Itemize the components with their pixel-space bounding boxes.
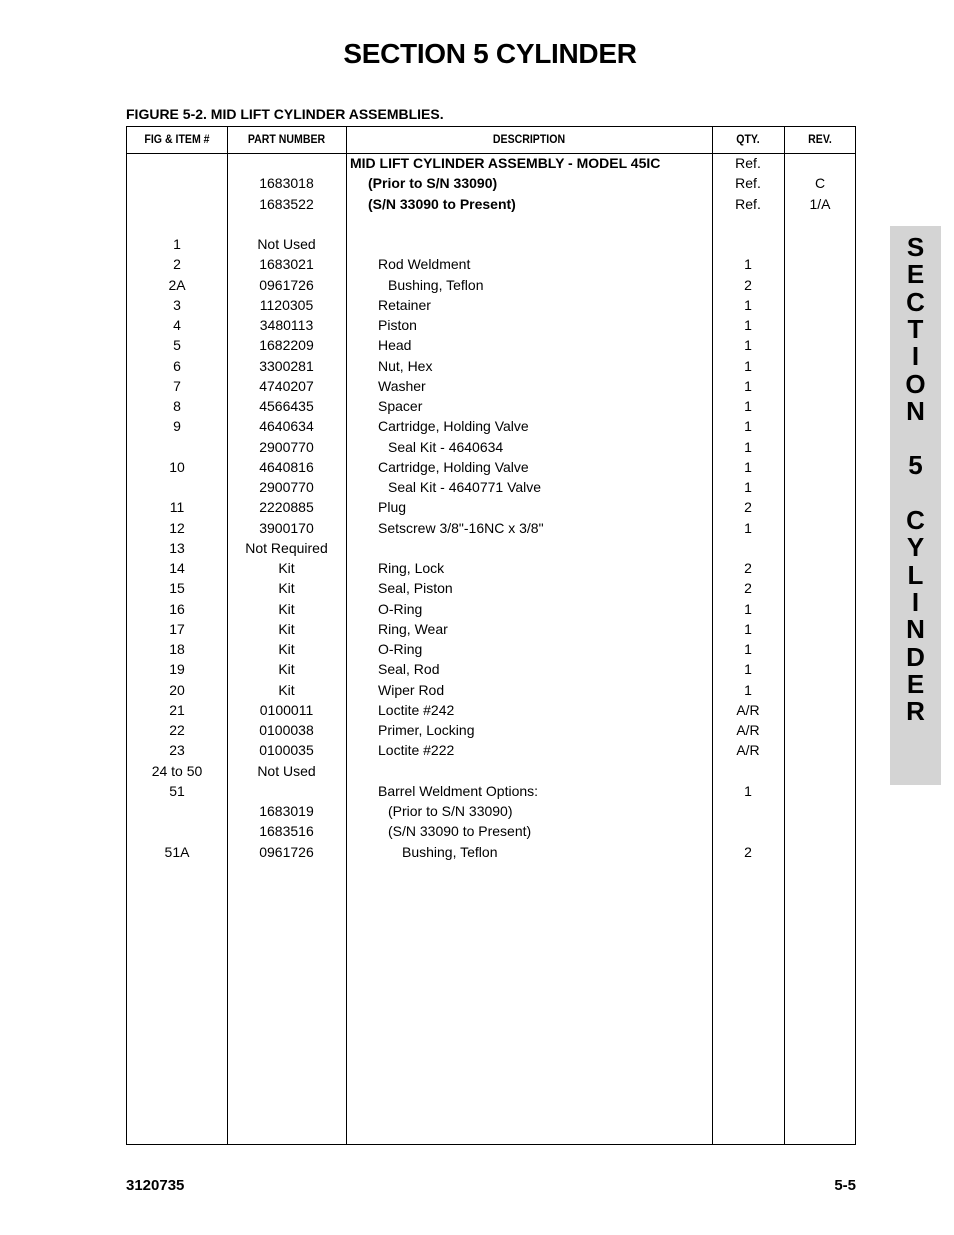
fig-item-cell: 6 <box>173 357 181 374</box>
rev-cell <box>784 497 856 517</box>
part-number-cell: 0961726 <box>259 843 314 860</box>
table-row <box>127 801 855 821</box>
qty-cell <box>712 821 784 841</box>
rev-cell <box>784 153 856 173</box>
rev-cell <box>784 416 856 436</box>
fig-item-cell <box>127 194 227 214</box>
qty-cell: 1 <box>744 782 752 799</box>
fig-item-cell: 11 <box>169 499 185 516</box>
rev-cell <box>784 680 856 700</box>
description-cell <box>350 538 710 558</box>
rev-cell <box>784 558 856 578</box>
fig-item-cell: 18 <box>169 641 185 657</box>
rev-cell <box>784 538 856 558</box>
description-cell: (Prior to S/N 33090) <box>388 803 513 819</box>
description-cell: Seal, Rod <box>378 661 440 678</box>
table-row <box>127 740 855 760</box>
part-number-cell <box>227 781 346 801</box>
qty-cell: 1 <box>744 377 752 394</box>
qty-cell: Ref. <box>735 155 761 171</box>
header-part-number: PART NUMBER <box>247 132 326 146</box>
table-row <box>127 477 855 497</box>
part-number-cell: 3300281 <box>259 357 314 374</box>
description-cell: Spacer <box>378 398 423 414</box>
fig-item-cell: 13 <box>169 539 185 556</box>
rev-cell <box>784 619 856 639</box>
fig-item-cell: 12 <box>169 519 185 536</box>
part-number-cell: 1683516 <box>259 823 314 840</box>
description-cell: Washer <box>378 377 426 394</box>
table-row <box>127 639 855 659</box>
qty-cell: 1 <box>744 641 752 657</box>
part-number-cell: 1120305 <box>259 296 314 313</box>
qty-cell: A/R <box>736 742 760 759</box>
fig-item-cell: 51 <box>169 782 185 799</box>
fig-item-cell: 3 <box>173 296 181 313</box>
rev-cell <box>784 214 856 234</box>
qty-cell: 1 <box>744 357 752 374</box>
qty-cell <box>712 538 784 558</box>
part-number-cell <box>227 153 346 173</box>
table-row <box>127 437 855 457</box>
part-number-cell: 4740207 <box>259 377 314 394</box>
description-cell: Seal, Piston <box>378 580 453 597</box>
page-title: SECTION 5 CYLINDER <box>343 38 637 69</box>
table-row <box>127 356 855 376</box>
side-tab-letter: O <box>905 368 926 399</box>
description-cell: Primer, Locking <box>378 722 475 738</box>
part-number-cell: 0961726 <box>259 276 314 293</box>
table-row <box>127 578 855 598</box>
description-cell: Barrel Weldment Options: <box>378 782 539 799</box>
description-cell <box>350 761 710 781</box>
qty-cell: 2 <box>744 499 752 516</box>
qty-cell: 2 <box>744 843 752 860</box>
side-tab-letter: E <box>906 668 925 699</box>
description-cell: (S/N 33090 to Present) <box>368 195 516 212</box>
fig-item-cell: 51A <box>164 843 190 860</box>
qty-cell <box>712 234 784 254</box>
rev-cell <box>784 740 856 760</box>
rev-cell <box>784 457 856 477</box>
side-tab-letter: T <box>907 313 924 344</box>
table-row <box>127 416 855 436</box>
fig-item-cell <box>127 153 227 173</box>
part-number-cell: Kit <box>278 580 295 597</box>
fig-item-cell: 20 <box>169 681 185 698</box>
qty-cell: 1 <box>744 256 752 273</box>
table-row <box>127 153 855 173</box>
rev-cell <box>784 275 856 295</box>
part-number-cell: Kit <box>278 641 295 657</box>
table-row <box>127 396 855 416</box>
qty-cell <box>712 801 784 821</box>
fig-item-cell: 8 <box>173 398 181 414</box>
figure-caption: FIGURE 5-2. MID LIFT CYLINDER ASSEMBLIES. <box>126 106 444 122</box>
description-cell: Piston <box>378 317 417 333</box>
description-cell: Bushing, Teflon <box>402 843 498 860</box>
fig-item-cell: 4 <box>173 317 181 333</box>
table-row <box>127 619 855 639</box>
description-cell: Rod Weldment <box>378 256 471 273</box>
table-row <box>127 295 855 315</box>
rev-cell <box>784 295 856 315</box>
description-cell: Ring, Wear <box>378 620 448 637</box>
qty-cell: 2 <box>744 276 752 293</box>
rev-cell <box>784 437 856 457</box>
description-cell: Loctite #242 <box>378 701 455 718</box>
qty-cell: 1 <box>744 620 752 637</box>
fig-item-cell: 21 <box>169 701 185 718</box>
qty-cell: 1 <box>744 479 752 495</box>
part-number-cell: 1683522 <box>259 195 314 212</box>
description-cell: MID LIFT CYLINDER ASSEMBLY - MODEL 45IC <box>350 155 661 171</box>
qty-cell: 1 <box>744 681 752 698</box>
part-number-cell: Kit <box>278 661 295 678</box>
rev-cell <box>784 356 856 376</box>
rev-cell <box>784 335 856 355</box>
table-row <box>127 234 855 254</box>
qty-cell: 1 <box>744 600 752 617</box>
description-cell: Bushing, Teflon <box>388 276 484 293</box>
fig-item-cell: 1 <box>173 236 181 252</box>
qty-cell: 1 <box>744 317 752 333</box>
rev-cell <box>784 781 856 801</box>
description-cell: Retainer <box>378 296 431 313</box>
rev-cell <box>784 761 856 781</box>
part-number-cell: 1683021 <box>259 256 314 273</box>
rev-cell <box>784 842 856 862</box>
side-tab-letter: 5 <box>908 450 923 481</box>
fig-item-cell <box>127 477 227 497</box>
part-number-cell: 1682209 <box>259 337 314 354</box>
fig-item-cell: 15 <box>169 580 185 597</box>
fig-item-cell: 2A <box>168 276 186 293</box>
table-row <box>127 497 855 517</box>
description-cell: Seal Kit - 4640771 Valve <box>388 479 542 495</box>
fig-item-cell <box>127 173 227 193</box>
table-row <box>127 781 855 801</box>
side-tab-letter: E <box>906 259 925 290</box>
part-number-cell: 4566435 <box>259 398 314 414</box>
table-row <box>127 700 855 720</box>
description-cell: Cartridge, Holding Valve <box>378 458 529 475</box>
description-cell: Ring, Lock <box>378 560 445 576</box>
description-cell <box>350 234 710 254</box>
description-cell: Plug <box>378 499 407 516</box>
section-side-tab <box>890 226 941 785</box>
fig-item-cell: 24 to 50 <box>151 762 203 779</box>
table-row <box>127 194 855 214</box>
table-row <box>127 659 855 679</box>
rev-cell <box>784 254 856 274</box>
part-number-cell: 0100035 <box>259 742 314 759</box>
part-number-cell: 2900770 <box>259 438 314 455</box>
fig-item-cell <box>127 214 227 234</box>
part-number-cell: Kit <box>278 600 295 617</box>
part-number-cell <box>227 214 346 234</box>
table-row <box>127 518 855 538</box>
table-row <box>127 720 855 740</box>
qty-cell: 1 <box>744 296 752 313</box>
parts-table <box>126 126 856 1145</box>
side-tab-letter: R <box>906 696 925 727</box>
header-description: DESCRIPTION <box>492 132 566 146</box>
table-row <box>127 275 855 295</box>
description-cell: Setscrew 3/8"-16NC x 3/8" <box>378 519 544 536</box>
part-number-cell: 1683018 <box>259 175 314 192</box>
rev-cell <box>784 578 856 598</box>
qty-cell: 1 <box>744 458 752 475</box>
side-tab-letter: C <box>906 286 925 317</box>
side-tab-letter: C <box>906 505 925 535</box>
description-cell: Wiper Rod <box>378 681 445 698</box>
rev-cell <box>784 639 856 659</box>
header-rev: REV. <box>808 132 832 146</box>
qty-cell: Ref. <box>735 195 761 212</box>
fig-item-cell: 7 <box>173 377 181 394</box>
qty-cell: 1 <box>744 519 752 536</box>
description-cell: Nut, Hex <box>378 357 433 374</box>
document-number: 3120735 <box>126 1177 185 1194</box>
part-number-cell: 1683019 <box>259 803 314 819</box>
part-number-cell: Not Required <box>245 539 328 556</box>
table-row <box>127 599 855 619</box>
rev-cell <box>784 599 856 619</box>
side-tab-letter: L <box>907 559 924 590</box>
rev-cell <box>784 821 856 841</box>
header-fig-item: FIG & ITEM # <box>144 132 210 146</box>
side-tab-letter: N <box>906 395 925 426</box>
part-number-cell: 0100038 <box>259 722 314 738</box>
qty-cell: Ref. <box>735 175 761 192</box>
part-number-cell: Kit <box>278 620 295 637</box>
rev-cell <box>784 477 856 497</box>
description-cell: O-Ring <box>378 641 423 657</box>
part-number-cell: 2900770 <box>259 479 314 495</box>
description-cell: (S/N 33090 to Present) <box>388 823 532 840</box>
table-row <box>127 680 855 700</box>
table-row <box>127 761 855 781</box>
qty-cell <box>712 761 784 781</box>
rev-cell <box>784 659 856 679</box>
side-tab-letter: I <box>911 341 920 372</box>
qty-cell: 1 <box>744 438 752 455</box>
qty-cell: 2 <box>744 580 752 597</box>
rev-cell <box>784 700 856 720</box>
qty-cell: 2 <box>744 560 752 576</box>
rev-cell <box>784 518 856 538</box>
rev-cell <box>784 234 856 254</box>
description-cell: O-Ring <box>378 600 423 617</box>
description-cell: Head <box>378 337 412 354</box>
side-tab-letter: I <box>911 586 920 617</box>
part-number-cell: 3900170 <box>259 519 314 536</box>
side-tab-letter: S <box>906 232 925 262</box>
table-row <box>127 821 855 841</box>
rev-cell <box>784 376 856 396</box>
qty-cell: A/R <box>736 722 760 738</box>
table-row <box>127 538 855 558</box>
table-row <box>127 842 855 862</box>
fig-item-cell: 2 <box>173 256 181 273</box>
part-number-cell: Not Used <box>257 236 316 252</box>
fig-item-cell: 9 <box>173 418 181 435</box>
rev-cell: 1/A <box>809 195 831 212</box>
table-row <box>127 254 855 274</box>
part-number-cell: Kit <box>278 560 295 576</box>
side-tab-letter: D <box>906 641 925 672</box>
part-number-cell: 2220885 <box>259 499 314 516</box>
rev-cell <box>784 801 856 821</box>
fig-item-cell <box>127 437 227 457</box>
description-cell <box>350 214 710 234</box>
rev-cell <box>784 720 856 740</box>
side-tab-letter: Y <box>906 532 925 563</box>
description-cell: Loctite #222 <box>378 742 455 759</box>
fig-item-cell: 14 <box>169 560 185 576</box>
description-cell: (Prior to S/N 33090) <box>368 175 498 192</box>
rev-cell <box>784 315 856 335</box>
qty-cell: A/R <box>736 701 760 718</box>
header-qty: QTY. <box>736 132 760 146</box>
rev-cell <box>784 396 856 416</box>
qty-cell: 1 <box>744 418 752 435</box>
qty-cell <box>712 214 784 234</box>
fig-item-cell: 17 <box>169 620 185 637</box>
table-row <box>127 214 855 234</box>
part-number-cell: 0100011 <box>259 701 314 718</box>
fig-item-cell <box>127 821 227 841</box>
table-row <box>127 315 855 335</box>
part-number-cell: Not Used <box>257 762 316 779</box>
description-cell: Seal Kit - 4640634 <box>388 438 504 455</box>
qty-cell: 1 <box>744 661 752 678</box>
table-row <box>127 376 855 396</box>
rev-cell: C <box>814 175 826 192</box>
fig-item-cell: 23 <box>169 742 185 759</box>
qty-cell: 1 <box>744 398 752 414</box>
fig-item-cell: 22 <box>169 722 185 738</box>
fig-item-cell: 10 <box>169 458 185 475</box>
fig-item-cell: 19 <box>169 661 185 678</box>
fig-item-cell: 5 <box>173 337 181 354</box>
page-number: 5-5 <box>834 1177 856 1194</box>
table-row <box>127 173 855 193</box>
part-number-cell: 4640816 <box>259 458 314 475</box>
part-number-cell: Kit <box>278 681 295 698</box>
fig-item-cell: 16 <box>169 600 185 617</box>
description-cell: Cartridge, Holding Valve <box>378 418 529 435</box>
table-row <box>127 457 855 477</box>
part-number-cell: 4640634 <box>259 418 314 435</box>
side-tab-letter: N <box>906 614 925 645</box>
qty-cell: 1 <box>744 337 752 354</box>
table-row <box>127 558 855 578</box>
fig-item-cell <box>127 801 227 821</box>
table-row <box>127 335 855 355</box>
part-number-cell: 3480113 <box>259 317 314 333</box>
